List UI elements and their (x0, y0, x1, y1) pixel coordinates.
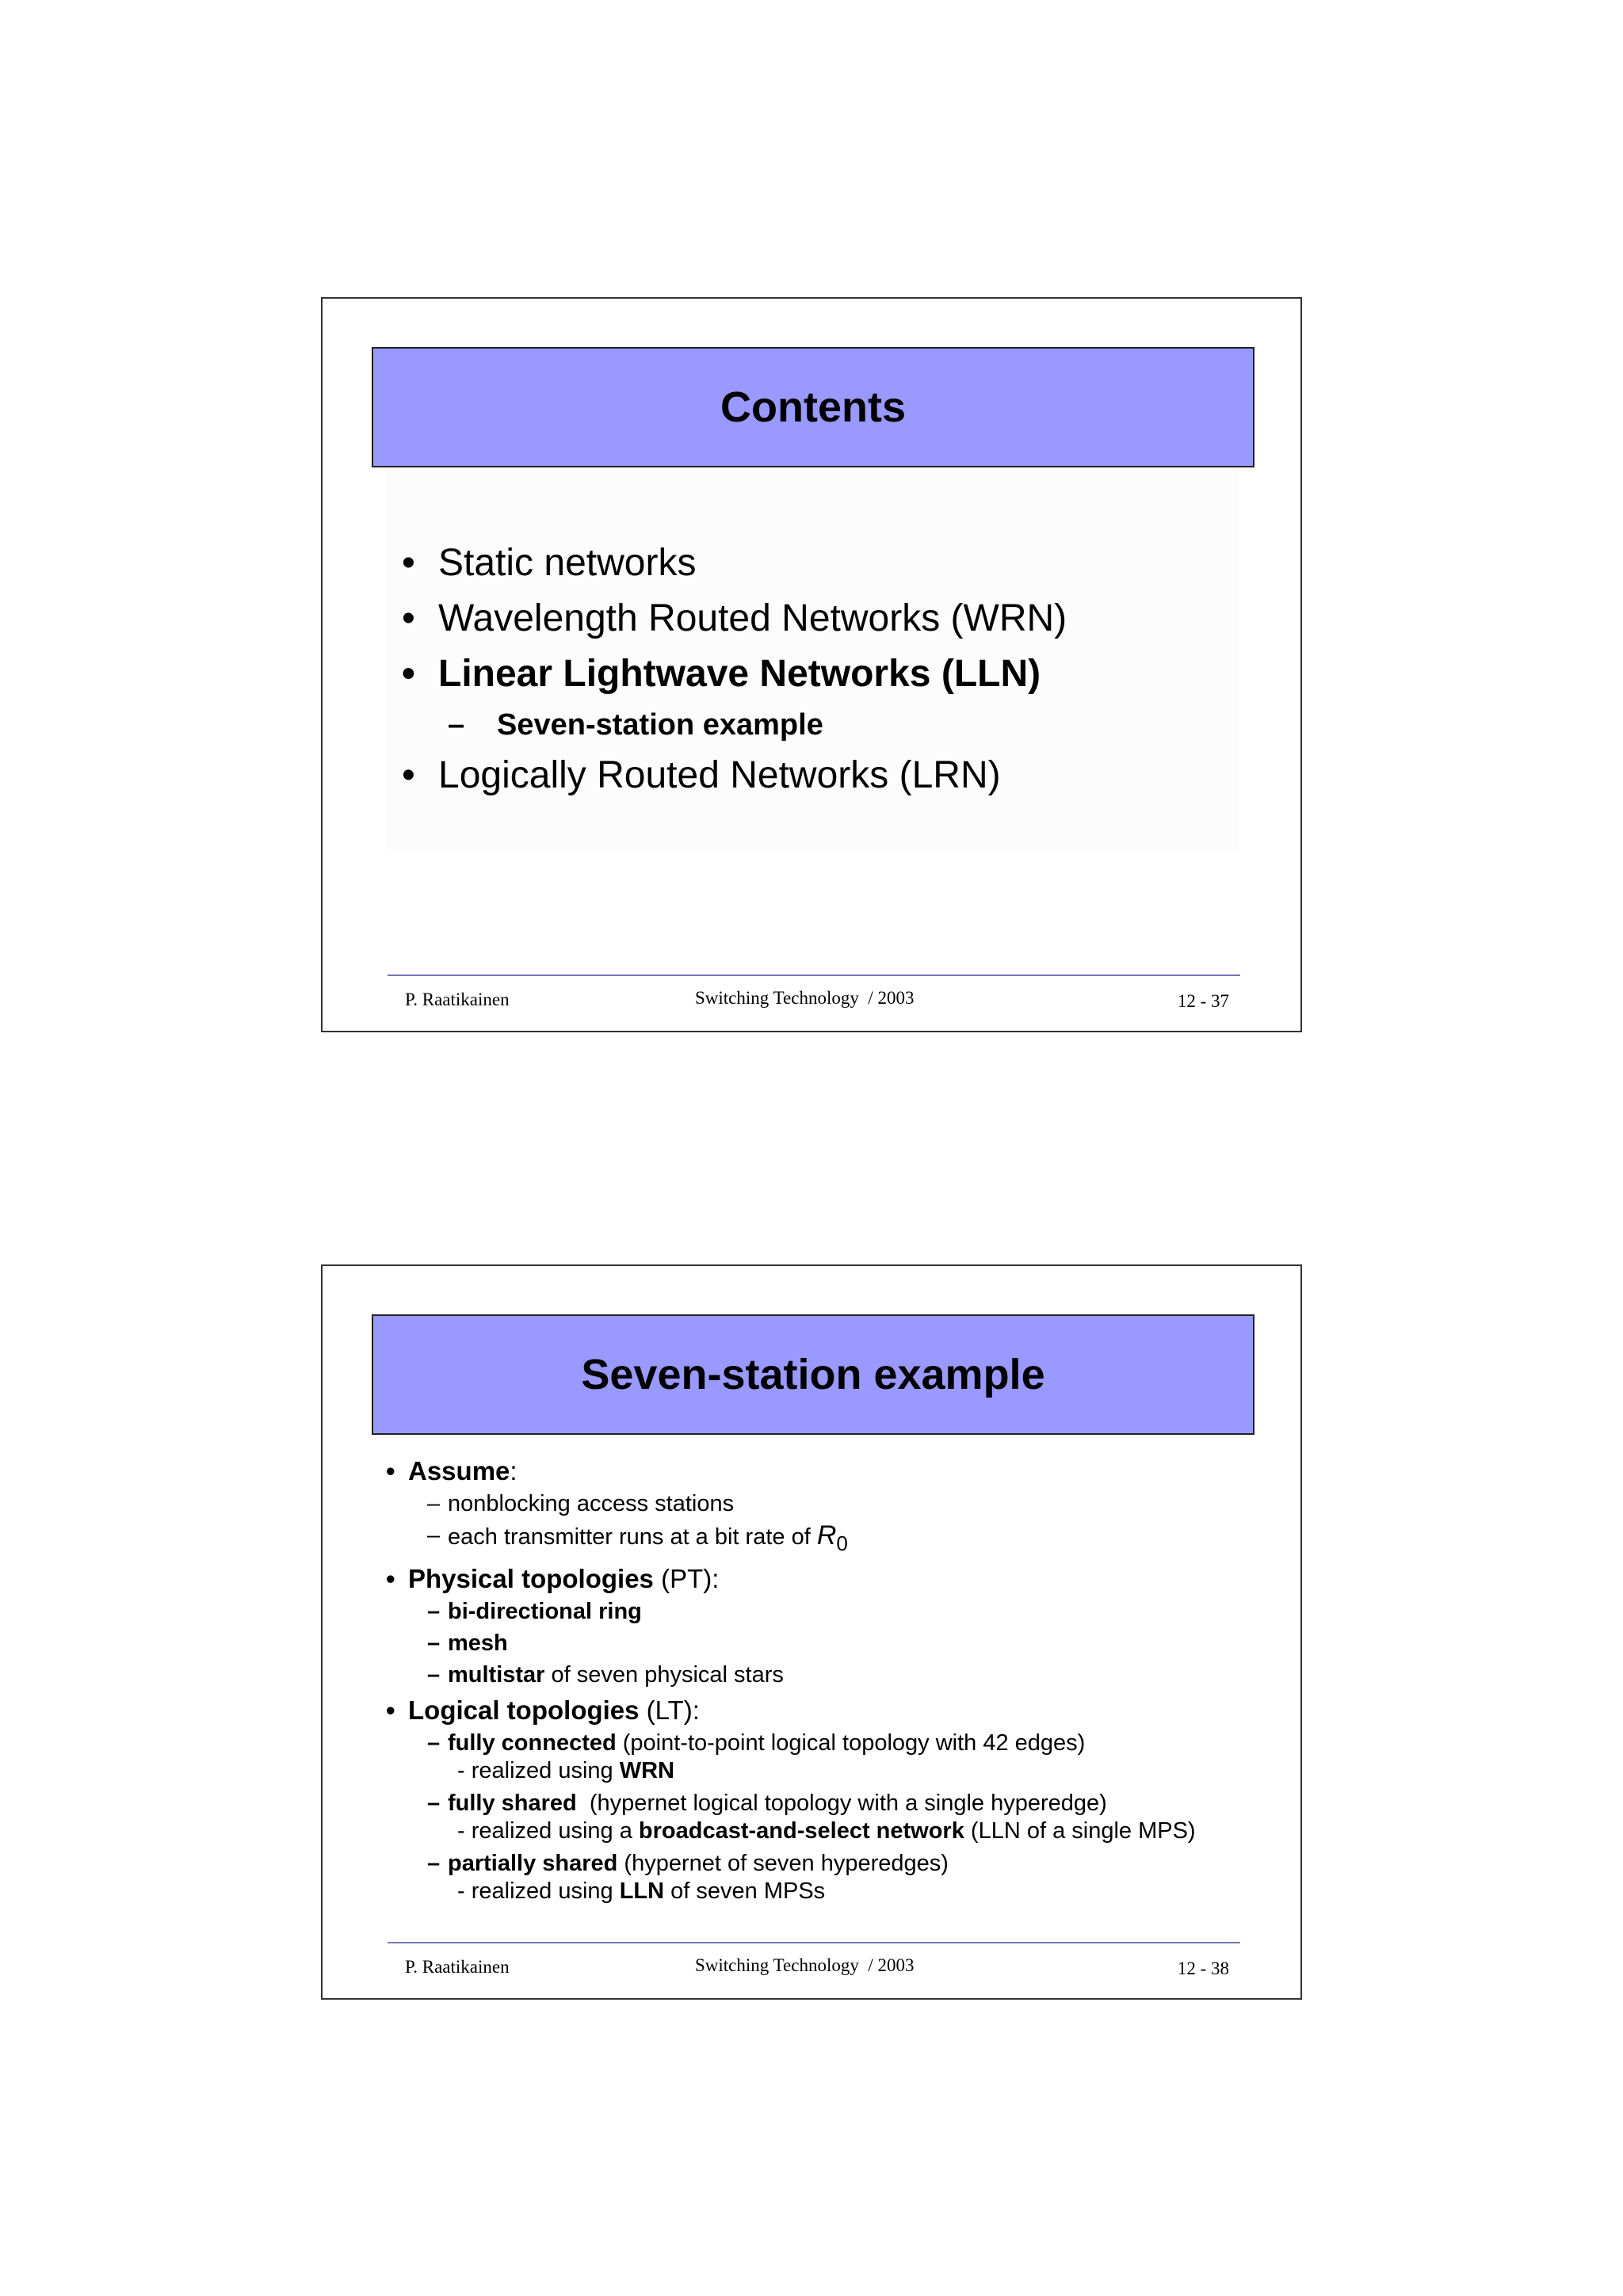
bullet-icon: • (386, 1563, 395, 1593)
footer-page-number: 12 - 38 (1177, 1958, 1229, 1978)
footer-author: P. Raatikainen (405, 990, 510, 1009)
bullet-icon: • (386, 1695, 395, 1725)
footer-course: Switching Technology / 2003 (695, 1955, 915, 1975)
sub-list-item-current: – Seven-station example (448, 708, 823, 742)
bullet-icon: • (402, 754, 415, 796)
contents-list (402, 540, 1253, 808)
footer-page-number: 12 - 37 (1177, 991, 1229, 1011)
slide-contents (321, 297, 1302, 1032)
bullet-physical-topologies: • Physical topologies (PT): (386, 1562, 1285, 1596)
footer-author: P. Raatikainen (405, 1957, 510, 1977)
rate-symbol: $R_0$ (816, 1520, 848, 1555)
footer-course: Switching Technology / 2003 (695, 988, 915, 1008)
dash-icon: – (448, 708, 465, 742)
sub-item: – partially shared (hypernet of seven hyperedges) (427, 1848, 1285, 1879)
footer-divider (388, 974, 1240, 976)
slide-body (386, 1455, 1285, 1908)
slide-title: Seven-station example (581, 1351, 1045, 1398)
sub-item: – fully connected (point-to-point logical topology with 42 edges) (427, 1727, 1285, 1759)
sub-item: – multistar of seven physical stars (427, 1659, 1285, 1691)
dash-icon: – (427, 1630, 441, 1656)
dash-icon: – (427, 1850, 441, 1876)
sub-item-continuation: - realized using LLN of seven MPSs (457, 1878, 826, 1904)
sub-item-continuation: - realized using WRN (457, 1757, 674, 1783)
sub-item: – each transmitter runs at a bit rate of $R_0$ (427, 1520, 848, 1555)
bullet-icon: • (386, 1456, 395, 1486)
dash-icon: – (427, 1523, 441, 1548)
dash-icon: – (427, 1730, 441, 1756)
bullet-logical-topologies: • Logical topologies (LT): (386, 1694, 1285, 1727)
sub-item-continuation: - realized using a broadcast-and-select network (LLN of a single MPS) (457, 1817, 1196, 1844)
slide-title: Contents (720, 383, 906, 431)
dash-icon: – (427, 1790, 441, 1816)
sub-item: – nonblocking access stations (427, 1488, 1285, 1520)
list-item: • Logically Routed Networks (LRN) (402, 753, 1253, 799)
bullet-icon: • (402, 542, 415, 584)
sub-item: – mesh (427, 1627, 1285, 1659)
dash-icon: – (427, 1491, 441, 1516)
list-item: • Static networks (402, 540, 1253, 586)
list-item-current: • Linear Lightwave Networks (LLN) (402, 651, 1253, 697)
title-banner (372, 347, 1254, 467)
list-item: • Wavelength Routed Networks (WRN) (402, 596, 1253, 642)
bullet-icon: • (402, 597, 415, 639)
title-banner (372, 1314, 1254, 1435)
dash-icon: – (427, 1661, 441, 1688)
sub-item: – bi-directional ring (427, 1596, 1285, 1627)
footer-divider (388, 1942, 1240, 1943)
slide-seven-station (321, 1264, 1302, 2000)
sub-item: – fully shared (hypernet logical topology with a single hyperedge) (427, 1787, 1285, 1819)
dash-icon: – (427, 1598, 441, 1624)
bullet-assume: • Assume: (386, 1455, 1285, 1488)
bullet-icon: • (402, 653, 415, 695)
